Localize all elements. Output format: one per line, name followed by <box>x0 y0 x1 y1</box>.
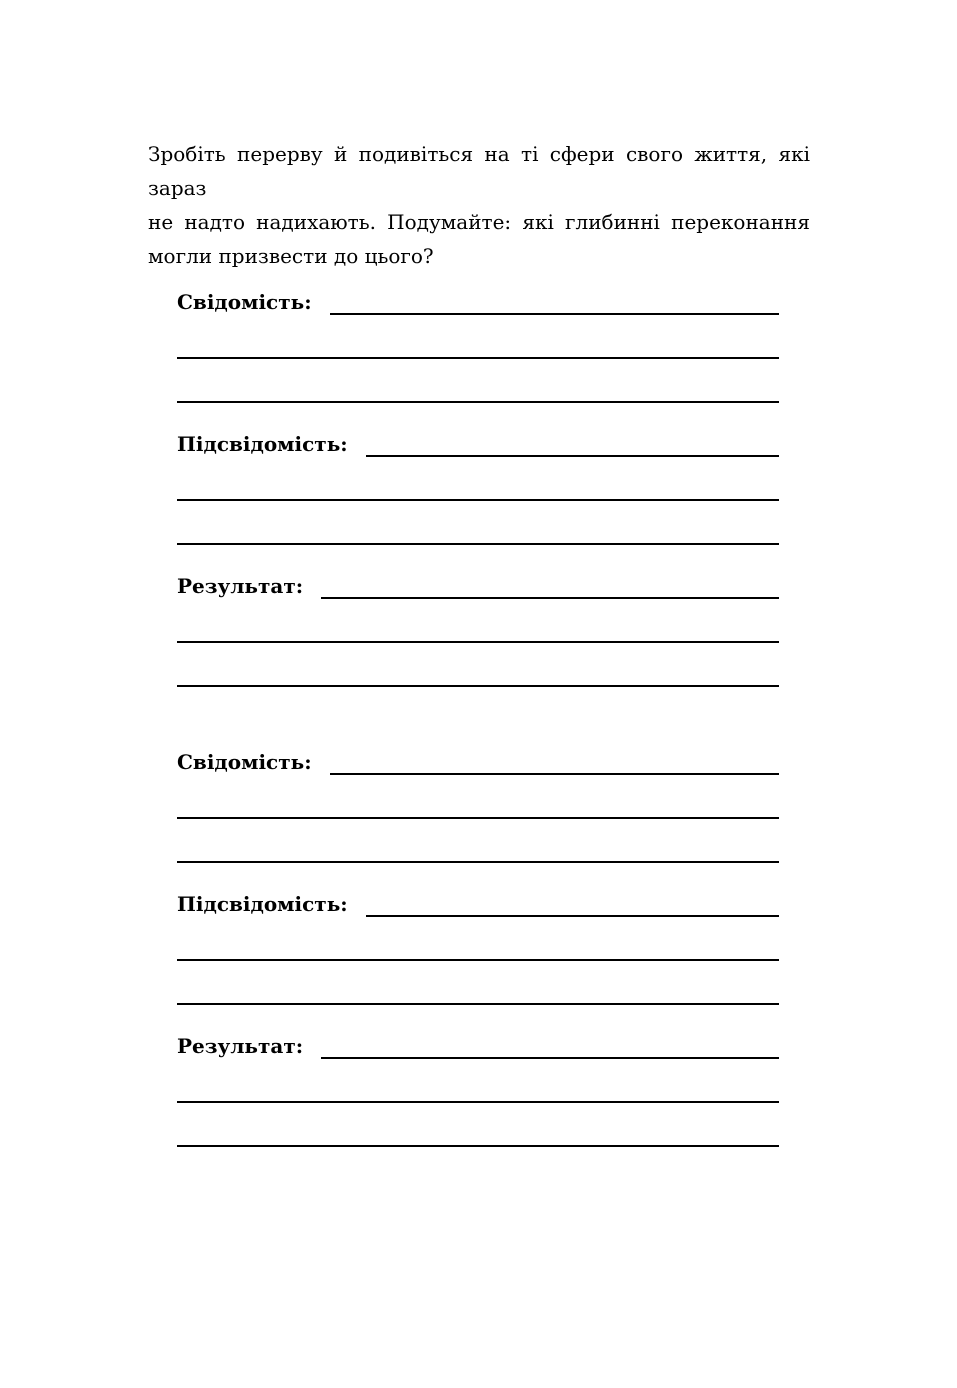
blank-line <box>177 368 779 412</box>
field-row <box>177 422 779 466</box>
intro-paragraph-line: могли призвести до цього? <box>148 244 434 268</box>
field-blank-line <box>366 422 779 466</box>
field-row <box>177 882 779 926</box>
blank-line <box>177 926 779 970</box>
blank-line <box>177 828 779 872</box>
blank-line <box>177 1068 779 1112</box>
field-row <box>177 564 779 608</box>
form-section-consciousness-1 <box>177 280 779 412</box>
field-row <box>177 280 779 324</box>
worksheet-form <box>177 280 779 1156</box>
form-section-subconsciousness-1 <box>177 422 779 554</box>
intro-paragraph-line: Зробіть перерву й подивіться на ті сфери свого життя, які зараз <box>148 142 810 200</box>
blank-line <box>177 510 779 554</box>
field-blank-line <box>321 1024 779 1068</box>
field-label: Підсвідомість: <box>177 432 348 456</box>
form-section-result-1 <box>177 564 779 696</box>
form-section-result-2 <box>177 1024 779 1156</box>
field-label: Свідомість: <box>177 290 312 314</box>
field-label: Результат: <box>177 574 304 598</box>
intro-paragraph-line: не надто надихають. Подумайте: які глибинні переконання <box>148 210 810 234</box>
field-label: Підсвідомість: <box>177 892 348 916</box>
intro-paragraph <box>148 137 810 273</box>
blank-line <box>177 1112 779 1156</box>
form-section-consciousness-2 <box>177 740 779 872</box>
field-label: Свідомість: <box>177 750 312 774</box>
blank-line <box>177 784 779 828</box>
blank-line <box>177 466 779 510</box>
field-row <box>177 740 779 784</box>
blank-line <box>177 324 779 368</box>
blank-line <box>177 970 779 1014</box>
form-section-subconsciousness-2 <box>177 882 779 1014</box>
blank-line <box>177 652 779 696</box>
blank-line <box>177 608 779 652</box>
field-blank-line <box>330 280 779 324</box>
field-blank-line <box>366 882 779 926</box>
field-blank-line <box>321 564 779 608</box>
field-row <box>177 1024 779 1068</box>
field-blank-line <box>330 740 779 784</box>
field-label: Результат: <box>177 1034 304 1058</box>
